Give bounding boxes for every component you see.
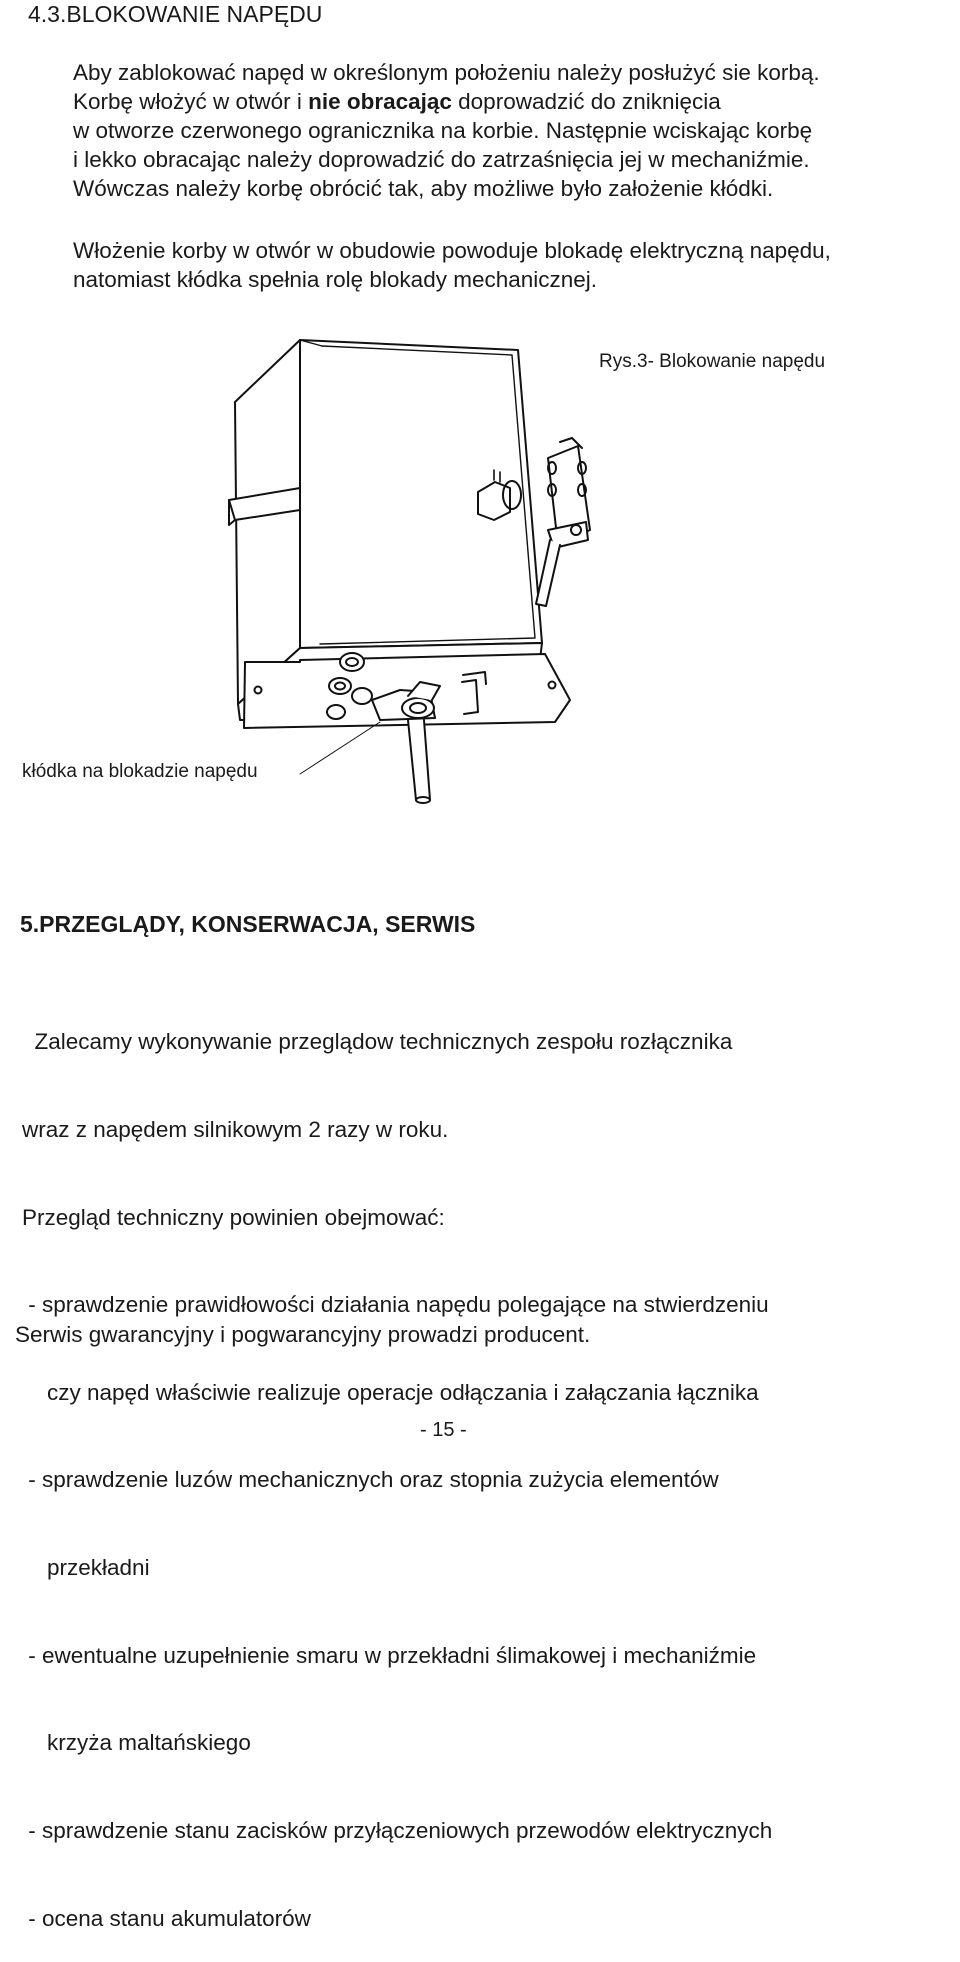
list-item: krzyża maltańskiego [22, 1730, 251, 1756]
text-line: Korbę włożyć w otwór i nie obracając doprowadzić do zniknięcia [73, 89, 721, 114]
list-item: Przegląd techniczny powinien obejmować: [22, 1204, 445, 1230]
list-item: przekładni [22, 1555, 150, 1581]
paragraph-lock-explanation [73, 236, 831, 294]
list-item: - ewentualne uzupełnienie smaru w przekładni ślimakowej i mechaniźmie [22, 1642, 757, 1668]
list-item: czy napęd właściwie realizuje operacje odłączania i załączania łącznika [22, 1379, 759, 1405]
figure-caption: Rys.3- Blokowanie napędu [599, 351, 826, 372]
text-line: w otworze czerwonego ogranicznika na korbie. Następnie wciskając korbę [73, 118, 813, 143]
list-item: wraz z napędem silnikowym 2 razy w roku. [22, 1117, 449, 1143]
text-line: Włożenie korby w otwór w obudowie powoduje blokadę elektryczną napędu, [73, 238, 831, 263]
text-line: natomiast kłódka spełnia rolę blokady mechanicznej. [73, 267, 598, 292]
paragraph-blocking-instructions [73, 58, 820, 203]
text-line: Wówczas należy korbę obrócić tak, aby możliwe było założenie kłódki. [73, 176, 774, 201]
text-line: i lekko obracając należy doprowadzić do zatrzaśnięcia jej w mechaniźmie. [73, 147, 810, 172]
service-statement: Serwis gwarancyjny i pogwarancyjny prowadzi producent. [15, 1322, 591, 1347]
list-item: Zalecamy wykonywanie przeglądow technicznych zespołu rozłącznika [22, 1029, 733, 1055]
maintenance-list [22, 969, 772, 1962]
text-line: Aby zablokować napęd w określonym położeniu należy posłużyć sie korbą. [73, 60, 820, 85]
list-item: - sprawdzenie luzów mechanicznych oraz stopnia zużycia elementów [22, 1467, 719, 1493]
section-heading-4-3: 4.3.BLOKOWANIE NAPĘDU [28, 1, 323, 27]
drive-lock-illustration [0, 300, 960, 820]
padlock-callout-label: kłódka na blokadzie napędu [22, 761, 258, 782]
list-item: - sprawdzenie prawidłowości działania napędu polegające na stwierdzeniu [22, 1292, 769, 1318]
page-number: - 15 - [420, 1419, 467, 1441]
section-heading-5: 5.PRZEGLĄDY, KONSERWACJA, SERWIS [20, 911, 476, 937]
list-item: - sprawdzenie stanu zacisków przyłączeniowych przewodów elektrycznych [22, 1817, 773, 1843]
list-item: - ocena stanu akumulatorów [22, 1905, 311, 1931]
